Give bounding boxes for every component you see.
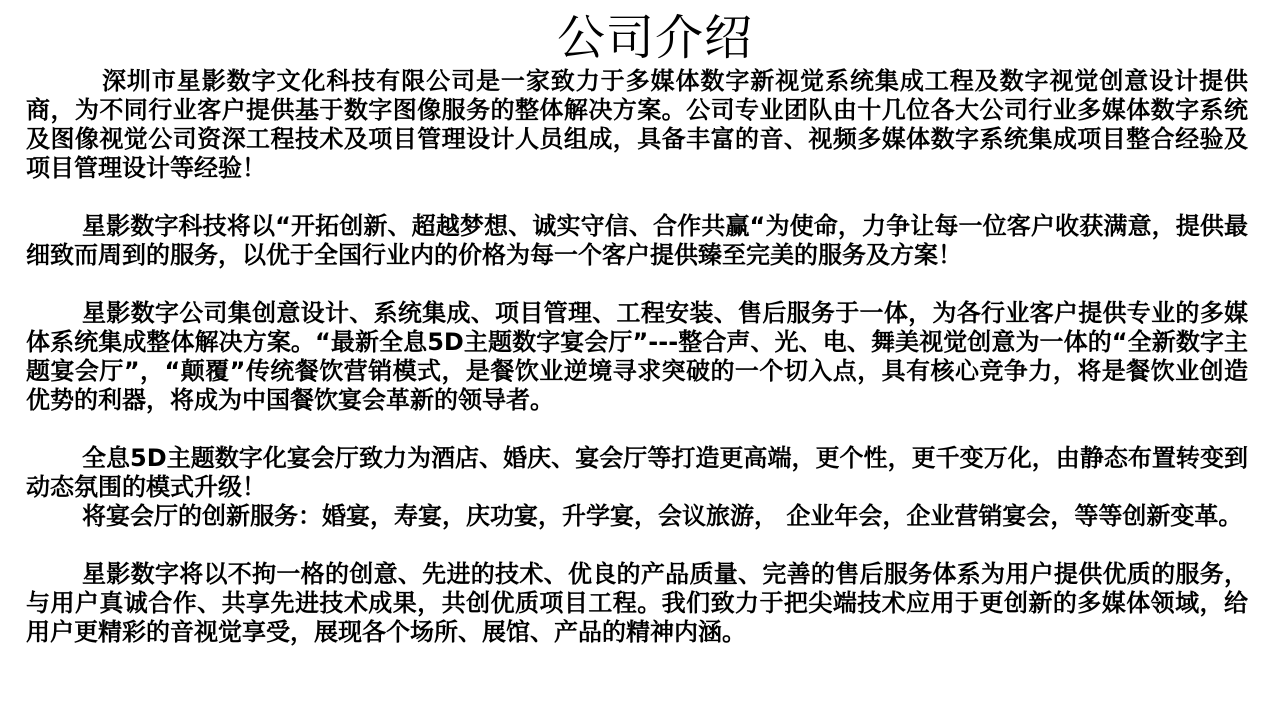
paragraph-banquet-hall: 全息5D主题数字化宴会厅致力为酒店、婚庆、宴会厅等打造更高端，更个性，更千变万化，由静态布置转变到动态氛围的模式升级！	[26, 444, 1248, 501]
paragraph-services: 星影数字公司集创意设计、系统集成、项目管理、工程安装、售后服务于一体，为各行业客户提供专业的多媒体系统集成整体解决方案。“最新全息5D主题数字宴会厅”---整合声、光、电、舞美视觉创意为一体的“全新数字主题宴会厅”，“颠覆”传统餐饮营销模式，是餐饮业逆境寻求突破的一个切入点，具有核心竞争力，将是餐饮业创造优势的利器，将成为中国餐饮宴会革新的领导者。	[26, 299, 1248, 414]
paragraph-gap	[26, 270, 1248, 299]
paragraph-mission: 星影数字科技将以“开拓创新、超越梦想、诚实守信、合作共赢“为使命，力争让每一位客户收获满意，提供最细致而周到的服务，以优于全国行业内的价格为每一个客户提供臻至完美的服务及方案！	[26, 212, 1248, 269]
paragraph-commitment: 星影数字将以不拘一格的创意、先进的技术、优良的产品质量、完善的售后服务体系为用户提供优质的服务，与用户真诚合作、共享先进技术成果，共创优质项目工程。我们致力于把尖端技术应用于更创新的多媒体领域，给用户更精彩的音视觉享受，展现各个场所、展馆、产品的精神内涵。	[26, 560, 1248, 646]
body-text	[26, 67, 1248, 647]
paragraph-gap	[26, 531, 1248, 560]
paragraph-intro: 深圳市星影数字文化科技有限公司是一家致力于多媒体数字新视觉系统集成工程及数字视觉创意设计提供商，为不同行业客户提供基于数字图像服务的整体解决方案。公司专业团队由十几位各大公司行业多媒体数字系统及图像视觉公司资深工程技术及项目管理设计人员组成，具备丰富的音、视频多媒体数字系统集成项目整合经验及项目管理设计等经验！	[26, 67, 1248, 182]
paragraph-innovation-services: 将宴会厅的创新服务：婚宴，寿宴，庆功宴，升学宴，会议旅游， 企业年会，企业营销宴会，等等创新变革。	[82, 502, 1243, 530]
paragraph-gap	[26, 415, 1248, 444]
page-title: 公司介绍	[556, 10, 753, 66]
paragraph-gap	[26, 183, 1248, 212]
